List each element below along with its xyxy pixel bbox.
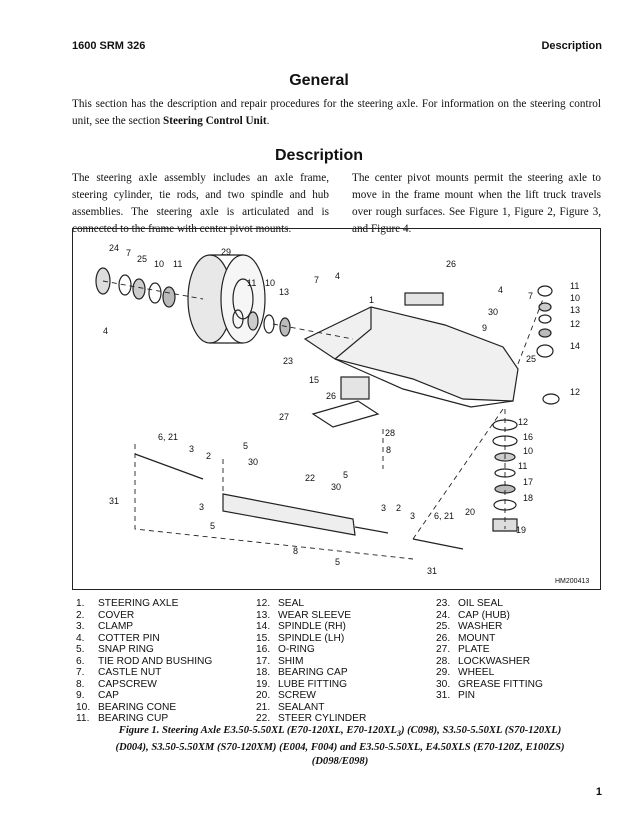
legend-item-number: 18.	[256, 667, 271, 678]
callout-29: 29	[221, 247, 232, 257]
legend-item-number: 21.	[256, 701, 271, 713]
legend-item	[76, 679, 212, 691]
legend-item-number: 1.	[76, 598, 85, 609]
callout-11: 11	[173, 259, 183, 269]
legend-item-label: TIE ROD AND BUSHING	[98, 655, 213, 667]
legend-item-number: 20.	[256, 690, 271, 701]
legend-item	[256, 633, 366, 645]
legend-item-number: 17.	[256, 655, 271, 667]
legend-item-number: 27.	[436, 644, 451, 655]
callout-13: 13	[279, 287, 290, 297]
legend-item-number: 28.	[436, 655, 451, 667]
callout-23: 23	[283, 356, 294, 366]
callout-14: 14	[570, 341, 581, 351]
callout-24: 24	[109, 243, 120, 253]
callout-2: 2	[206, 451, 212, 461]
figure-caption	[80, 724, 600, 769]
legend-item-label: SHIM	[278, 655, 304, 667]
legend-item-label: LUBE FITTING	[278, 678, 348, 690]
legend-item	[76, 656, 212, 668]
legend-item-number: 25.	[436, 621, 451, 632]
legend-item	[256, 644, 366, 656]
callout-25: 25	[137, 254, 148, 264]
general-text: This section has the description and repair procedures for the steering axle. For information on the steering control unit, see the section	[72, 98, 601, 127]
callout-17: 17	[523, 477, 534, 487]
legend-item-label: SEALANT	[278, 701, 325, 713]
general-paragraph	[72, 96, 601, 130]
legend-item-number: 16.	[256, 644, 271, 655]
callout-7: 7	[126, 248, 132, 258]
legend-item-label: MOUNT	[458, 632, 496, 644]
legend-item	[256, 713, 366, 725]
legend-item-label: CAP	[98, 690, 119, 701]
callout-10d: 10	[523, 446, 534, 456]
steering-control-unit-ref: Steering Control Unit	[163, 115, 267, 127]
legend-item	[436, 690, 543, 702]
legend-item	[256, 610, 366, 622]
callout-7b: 7	[314, 275, 320, 285]
callout-12: 12	[570, 319, 581, 329]
description-column-2: The center pivot mounts permit the steering axle to move in the frame mount when the lift truck travels over rough surfaces. See Figure 1, Figure 2, Figure 3, and Figure 4.	[352, 172, 601, 235]
callout-3d: 3	[410, 511, 416, 521]
legend-item	[436, 598, 543, 610]
legend-item-number: 8.	[76, 678, 85, 690]
legend-item-number: 2.	[76, 609, 85, 621]
callout-26b: 26	[326, 391, 337, 401]
legend-item-label: COTTER PIN	[98, 632, 160, 644]
legend-item-number: 3.	[76, 621, 85, 632]
legend-item	[76, 621, 212, 633]
callout-9: 9	[482, 323, 488, 333]
legend-item-label: WHEEL	[458, 667, 495, 678]
legend-item-label: CASTLE NUT	[98, 667, 162, 678]
legend-item-number: 9.	[76, 690, 85, 701]
callout-2b: 2	[396, 503, 402, 513]
callout-4b: 4	[335, 271, 341, 281]
legend-column-1	[76, 598, 212, 725]
legend-item-label: BEARING CAP	[278, 667, 348, 678]
header-manual-code: 1600 SRM 326	[72, 40, 146, 52]
legend-item-number: 10.	[76, 701, 91, 713]
legend-item-label: PIN	[458, 690, 475, 701]
legend-item-label: LOCKWASHER	[458, 655, 531, 667]
callout-31b: 31	[427, 566, 438, 576]
callout-11b: 11	[247, 278, 257, 288]
legend-item	[256, 702, 366, 714]
callout-30: 30	[488, 307, 499, 317]
callout-30c: 30	[331, 482, 342, 492]
callout-12b: 12	[570, 387, 581, 397]
legend-item	[76, 702, 212, 714]
legend-item-number: 13.	[256, 609, 271, 621]
callout-6-21: 6, 21	[158, 432, 179, 442]
callout-6-21b: 6, 21	[434, 511, 455, 521]
callout-5: 5	[243, 441, 249, 451]
legend-item-label: CAP (HUB)	[458, 609, 510, 621]
legend-item-label: GREASE FITTING	[458, 678, 543, 690]
legend-item-number: 30.	[436, 678, 451, 690]
caption-line-3: (D098/E098)	[311, 756, 369, 768]
legend-item-number: 31.	[436, 690, 451, 701]
callout-28: 28	[385, 428, 396, 438]
legend-item-label: CAPSCREW	[98, 678, 157, 690]
callout-19: 19	[516, 525, 527, 535]
legend-item-label: CLAMP	[98, 621, 134, 632]
steering-axle-figure	[72, 228, 601, 590]
callout-7c: 7	[528, 291, 534, 301]
caption-line-1: Figure 1. Steering Axle E3.50-5.50XL (E70-120XL, E70-120XL	[118, 725, 397, 736]
callout-5b: 5	[343, 470, 349, 480]
callout-8b: 8	[293, 546, 299, 556]
callout-3c: 3	[381, 503, 387, 513]
legend-item-label: STEER CYLINDER	[278, 713, 367, 724]
legend-item	[256, 656, 366, 668]
callout-26: 26	[446, 259, 457, 269]
legend-item-number: 12.	[256, 598, 271, 609]
legend-column-3	[436, 598, 543, 702]
legend-item-label: WEAR SLEEVE	[278, 609, 352, 621]
general-text-end: .	[266, 115, 270, 127]
legend-item-label: SNAP RING	[98, 644, 154, 655]
legend-item-number: 23.	[436, 598, 451, 609]
legend-item-number: 29.	[436, 667, 451, 678]
callout-31: 31	[109, 496, 120, 506]
callout-11d: 11	[518, 461, 528, 471]
legend-item-number: 14.	[256, 621, 271, 632]
legend-item-label: SEAL	[278, 598, 305, 609]
callout-20: 20	[465, 507, 476, 517]
callout-5c: 5	[210, 521, 216, 531]
legend-item	[76, 644, 212, 656]
callout-8: 8	[386, 445, 392, 455]
callout-10c: 10	[570, 293, 581, 303]
legend-item	[76, 713, 212, 725]
legend-item-label: STEERING AXLE	[98, 598, 179, 609]
legend-item-label: SPINDLE (RH)	[278, 621, 346, 632]
callout-22: 22	[305, 473, 316, 483]
legend-item	[76, 610, 212, 622]
legend-item	[436, 679, 543, 691]
legend-item-label: WASHER	[458, 621, 503, 632]
callout-5d: 5	[335, 557, 341, 567]
caption-subscript: 3	[396, 729, 401, 739]
legend-item	[436, 667, 543, 679]
legend-item	[256, 598, 366, 610]
legend-item-number: 4.	[76, 632, 85, 644]
legend-item-label: SCREW	[278, 690, 316, 701]
legend-item-number: 11.	[76, 713, 90, 724]
legend-item	[256, 667, 366, 679]
callout-15: 15	[309, 375, 320, 385]
legend-item	[76, 667, 212, 679]
legend-item	[436, 621, 543, 633]
legend-item	[76, 633, 212, 645]
header-section-title: Description	[541, 40, 602, 52]
figure-code: HM200413	[555, 578, 590, 585]
general-heading: General	[289, 72, 349, 89]
callout-12c: 12	[518, 417, 529, 427]
legend-item-label: BEARING CONE	[98, 701, 177, 713]
legend-item	[256, 621, 366, 633]
callout-13c: 13	[570, 305, 581, 315]
legend-item	[436, 644, 543, 656]
legend-item-label: COVER	[98, 609, 135, 621]
callout-25b: 25	[526, 354, 537, 364]
caption-line-2: (D004), S3.50-5.50XM (S70-120XM) (E004, F004) and E3.50-5.50XL, E4.50XLS (E70-120Z, E100ZS)	[115, 742, 565, 754]
legend-item	[256, 690, 366, 702]
callout-18: 18	[523, 493, 534, 503]
callout-11c: 11	[570, 281, 580, 291]
callout-4c: 4	[498, 285, 504, 295]
legend-item-number: 24.	[436, 609, 451, 621]
legend-item-label: PLATE	[458, 644, 490, 655]
callout-4: 4	[103, 326, 109, 336]
callout-30b: 30	[248, 457, 259, 467]
legend-item-number: 6.	[76, 655, 85, 667]
legend-item	[76, 690, 212, 702]
legend-item	[76, 598, 212, 610]
legend-item-number: 5.	[76, 644, 85, 655]
callout-16: 16	[523, 432, 534, 442]
callout-1: 1	[369, 295, 375, 305]
legend-item-number: 22.	[256, 713, 271, 724]
legend-item-number: 15.	[256, 632, 271, 644]
callout-10b: 10	[265, 278, 276, 288]
legend-item-number: 7.	[76, 667, 85, 678]
description-heading: Description	[274, 147, 363, 164]
legend-item-label: OIL SEAL	[458, 598, 503, 609]
callout-3: 3	[189, 444, 195, 454]
legend-item-label: SPINDLE (LH)	[278, 632, 345, 644]
legend-item	[436, 656, 543, 668]
description-column-1: The steering axle assembly includes an axle frame, steering cylinder, tie rods, and two spindle and hub assemblies. The steering axle is articulated and is connected to the frame with center pivot mounts.	[72, 172, 329, 235]
legend-item-number: 19.	[256, 678, 271, 690]
legend-item	[436, 633, 543, 645]
page-number: 1	[595, 786, 602, 798]
legend-item	[436, 610, 543, 622]
callout-3b: 3	[199, 502, 205, 512]
exploded-view-drawing	[73, 229, 600, 589]
legend-item-number: 26.	[436, 632, 451, 644]
legend-item-label: O-RING	[278, 644, 315, 655]
legend-column-2	[256, 598, 366, 725]
callout-10: 10	[154, 259, 165, 269]
legend-item-label: BEARING CUP	[98, 713, 169, 724]
callout-27: 27	[279, 412, 290, 422]
caption-line-1b: ) (C098), S3.50-5.50XL (S70-120XL)	[400, 725, 562, 736]
legend-item	[256, 679, 366, 691]
